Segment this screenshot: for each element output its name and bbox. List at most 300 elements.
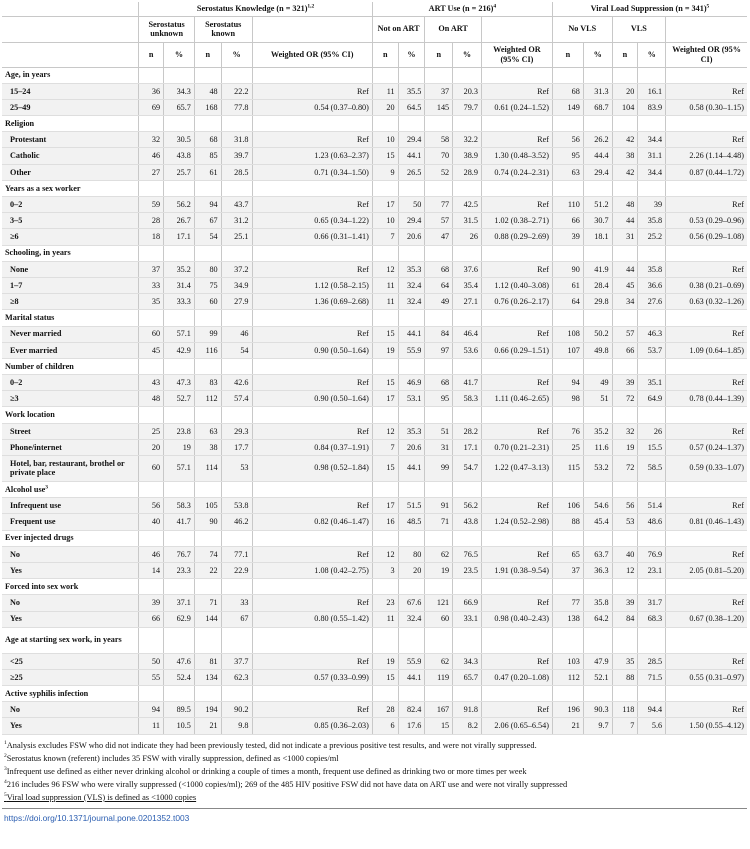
table-cell: 42 [612,164,638,180]
table-row [2,342,747,358]
table-cell: 31.1 [638,148,666,164]
table-cell: 46.4 [453,326,482,342]
weighted-or-cell: 0.55 (0.31–0.97) [666,669,747,685]
table-cell: 32.2 [453,132,482,148]
table-cell: 53 [612,514,638,530]
table-cell: 67 [221,611,252,627]
weighted-or-cell: 0.80 (0.55–1.42) [252,611,372,627]
table-cell: 12 [612,562,638,578]
table-cell: 39 [612,595,638,611]
table-row [2,653,747,669]
col-header-weighted-or: Weighted OR (95% CI) [252,42,372,67]
table-cell: 99 [425,456,453,482]
weighted-or-cell: 0.82 (0.46–1.47) [252,514,372,530]
table-cell: 20.3 [453,83,482,99]
table-cell: 14 [139,562,164,578]
table-cell: 11 [139,718,164,734]
table-cell: 108 [552,326,583,342]
table-cell: 45 [139,342,164,358]
table-cell: 15 [372,148,398,164]
footnote: $^2$Serostatus known (referent) includes 35 FSW with virally suppression, defined as <1000 copies/ml [4,752,339,763]
table-cell: 20 [612,83,638,99]
table-cell: 56.2 [453,498,482,514]
table-cell: 34.9 [221,277,252,293]
table-cell: 110 [552,197,583,213]
table-cell: 149 [552,99,583,115]
table-cell: 88 [552,514,583,530]
table-cell: 50.2 [583,326,612,342]
table-cell: 58.3 [164,498,195,514]
weighted-or-cell: Ref [481,375,552,391]
table-cell: 38 [194,439,221,455]
weighted-or-cell: Ref [481,498,552,514]
table-row [2,229,747,245]
table-cell: 57.1 [164,326,195,342]
group-header-serostatus: Serostatus Knowledge (n = 321)$^{1,2}$ [139,2,373,16]
table-cell: 51.5 [398,498,425,514]
table-cell: 48.6 [638,514,666,530]
table-cell: 58.5 [638,456,666,482]
col-header-pct: % [398,42,425,67]
table-cell: 23 [372,595,398,611]
row-label: <25 [2,653,139,669]
weighted-or-cell: 1.09 (0.64–1.85) [666,342,747,358]
section-title: Forced into sex work [2,579,139,595]
table-cell: 29.4 [583,164,612,180]
subheader-not-on-art: Not on ART [372,16,424,42]
section-title: Active syphilis infection [2,686,139,702]
table-cell: 47 [425,229,453,245]
table-cell: 25 [139,423,164,439]
table-cell: 65.7 [164,99,195,115]
table-cell: 44 [612,213,638,229]
table-cell: 90 [552,261,583,277]
table-cell: 46.2 [221,514,252,530]
table-cell: 194 [194,702,221,718]
table-cell: 26.7 [164,213,195,229]
row-label: 25–49 [2,99,139,115]
row-label: Yes [2,718,139,734]
subheader-serostatus-known: Serostatus known [194,16,252,42]
table-cell: 35.8 [638,261,666,277]
table-cell: 15 [425,718,453,734]
row-label: 0–2 [2,375,139,391]
table-cell: 22.9 [221,562,252,578]
weighted-or-cell: Ref [481,83,552,99]
table-cell: 60 [425,611,453,627]
table-cell: 44.1 [398,148,425,164]
table-row [2,213,747,229]
table-cell: 32.4 [398,294,425,310]
table-cell: 53.7 [638,342,666,358]
weighted-or-cell: 0.38 (0.21–0.69) [666,277,747,293]
footnote: $^5$Viral load suppression (VLS) is defined as <1000 copies [4,791,197,802]
table-body [2,67,747,734]
table-cell: 116 [194,342,221,358]
table-cell: 44.1 [398,456,425,482]
table-cell: 29.4 [398,132,425,148]
section-header-row [2,116,747,132]
table-cell: 44.4 [583,148,612,164]
table-cell: 20 [372,99,398,115]
table-cell: 11 [372,277,398,293]
section-header-row [2,180,747,196]
table-cell: 167 [425,702,453,718]
col-header-pct: % [583,42,612,67]
weighted-or-cell: 0.70 (0.21–2.31) [481,439,552,455]
row-label: Other [2,164,139,180]
weighted-or-cell: Ref [481,595,552,611]
weighted-or-cell: Ref [252,326,372,342]
table-cell: 6 [372,718,398,734]
section-title: Number of children [2,358,139,374]
table-cell: 51.4 [638,498,666,514]
section-title: Ever injected drugs [2,530,139,546]
table-cell: 29.4 [398,213,425,229]
table-cell: 20 [139,439,164,455]
table-cell: 27 [139,164,164,180]
table-cell: 75 [194,277,221,293]
weighted-or-cell: 1.24 (0.52–2.98) [481,514,552,530]
table-cell: 95 [552,148,583,164]
table-cell: 90.2 [221,702,252,718]
table-cell: 56 [612,498,638,514]
table-cell: 55 [139,669,164,685]
table-cell: 35 [139,294,164,310]
table-cell: 35.5 [398,83,425,99]
table-cell: 74 [194,546,221,562]
table-cell: 40 [612,546,638,562]
table-cell: 32.4 [398,611,425,627]
table-cell: 144 [194,611,221,627]
table-cell: 26 [453,229,482,245]
table-cell: 54.6 [583,498,612,514]
weighted-or-cell: Ref [481,653,552,669]
weighted-or-cell: Ref [252,197,372,213]
table-cell: 51 [425,423,453,439]
table-cell: 53.1 [398,391,425,407]
table-cell: 28.4 [583,277,612,293]
table-cell: 44.1 [398,326,425,342]
col-header-n: n [425,42,453,67]
table-cell: 19 [372,342,398,358]
row-label: Phone/internet [2,439,139,455]
table-cell: 12 [372,423,398,439]
row-label: Infrequent use [2,498,139,514]
weighted-or-cell: 0.90 (0.50–1.64) [252,342,372,358]
table-cell: 62.9 [164,611,195,627]
weighted-or-cell: 0.85 (0.36–2.03) [252,718,372,734]
table-cell: 89.5 [164,702,195,718]
table-row [2,562,747,578]
table-cell: 61 [194,164,221,180]
table-cell: 31.2 [221,213,252,229]
weighted-or-cell: Ref [481,261,552,277]
table-cell: 31 [612,229,638,245]
col-header-weighted-or: Weighted OR (95% CI) [481,42,552,67]
weighted-or-cell: 2.26 (1.14–4.48) [666,148,747,164]
subheader-serostatus-unknown: Serostatus unknown [139,16,195,42]
section-title: Marital status [2,310,139,326]
table-cell: 33.1 [453,611,482,627]
table-cell: 10.5 [164,718,195,734]
doi-link[interactable]: https://doi.org/10.1371/journal.pone.0201352.t003 [2,808,747,823]
table-cell: 15.5 [638,439,666,455]
table-cell: 68 [425,375,453,391]
weighted-or-cell: Ref [666,423,747,439]
table-cell: 26.2 [583,132,612,148]
table-cell: 39 [612,375,638,391]
table-cell: 52.1 [583,669,612,685]
weighted-or-cell: 0.78 (0.44–1.39) [666,391,747,407]
table-cell: 47.9 [583,653,612,669]
table-cell: 56 [552,132,583,148]
row-label: Protestant [2,132,139,148]
section-title: Schooling, in years [2,245,139,261]
weighted-or-cell: Ref [252,83,372,99]
table-row [2,423,747,439]
table-cell: 66 [612,342,638,358]
col-header-n: n [194,42,221,67]
table-cell: 23.3 [164,562,195,578]
table-cell: 35.2 [164,261,195,277]
row-label: No [2,702,139,718]
row-label: ≥8 [2,294,139,310]
table-cell: 38 [612,148,638,164]
weighted-or-cell: 1.02 (0.38–2.71) [481,213,552,229]
table-cell: 62 [425,653,453,669]
table-cell: 196 [552,702,583,718]
table-cell: 60 [139,456,164,482]
section-header-row [2,482,747,498]
table-cell: 35.1 [638,375,666,391]
section-header-row [2,245,747,261]
table-row [2,702,747,718]
table-cell: 76.7 [164,546,195,562]
table-cell: 57 [612,326,638,342]
table-cell: 28.5 [221,164,252,180]
table-cell: 64.9 [638,391,666,407]
table-cell: 77.8 [221,99,252,115]
table-cell: 49 [425,294,453,310]
weighted-or-cell: 1.91 (0.38–9.54) [481,562,552,578]
table-cell: 58.3 [453,391,482,407]
table-cell: 39 [552,229,583,245]
table-cell: 32.4 [398,277,425,293]
weighted-or-cell: Ref [481,132,552,148]
table-cell: 45.4 [583,514,612,530]
table-cell: 68 [194,132,221,148]
table-cell: 43.8 [453,514,482,530]
table-cell: 60 [194,294,221,310]
table-cell: 22.2 [221,83,252,99]
weighted-or-cell: Ref [252,498,372,514]
table-cell: 76 [552,423,583,439]
table-cell: 31.7 [638,595,666,611]
col-header-n: n [612,42,638,67]
weighted-or-cell: 0.98 (0.52–1.84) [252,456,372,482]
subheader-no-vls: No VLS [552,16,612,42]
table-cell: 54.7 [453,456,482,482]
row-label: ≥6 [2,229,139,245]
table-cell: 118 [612,702,638,718]
table-cell: 83.9 [638,99,666,115]
table-cell: 39 [638,197,666,213]
table-cell: 94.4 [638,702,666,718]
weighted-or-cell: Ref [481,423,552,439]
table-cell: 49 [583,375,612,391]
table-cell: 9 [372,164,398,180]
table-cell: 46.9 [398,375,425,391]
row-label: 0–2 [2,197,139,213]
table-cell: 37.1 [164,595,195,611]
table-cell: 40 [139,514,164,530]
section-title: Age at starting sex work, in years [2,627,139,653]
table-cell: 25 [552,439,583,455]
weighted-or-cell: 0.65 (0.34–1.22) [252,213,372,229]
row-label: No [2,546,139,562]
table-cell: 79.7 [453,99,482,115]
weighted-or-cell: Ref [666,197,747,213]
table-cell: 15 [372,669,398,685]
weighted-or-cell: 1.12 (0.58–2.15) [252,277,372,293]
table-cell: 7 [612,718,638,734]
subheader-on-art: On ART [425,16,482,42]
weighted-or-cell: 1.22 (0.47–3.13) [481,456,552,482]
table-cell: 36.6 [638,277,666,293]
row-label: No [2,595,139,611]
table-cell: 28 [372,702,398,718]
weighted-or-cell: Ref [666,261,747,277]
footnote: $^4$216 includes 96 FSW who were virally suppressed (<1000 copies/ml); 269 of the 485 HIV positive FSW did not have data on ART use and were not virally suppressed [4,778,568,789]
table-cell: 43.7 [221,197,252,213]
table-cell: 53.6 [453,342,482,358]
table-cell: 28.2 [453,423,482,439]
table-cell: 42.6 [221,375,252,391]
table-cell: 17.1 [453,439,482,455]
table-cell: 64 [425,277,453,293]
table-cell: 37 [552,562,583,578]
table-cell: 18.1 [583,229,612,245]
table-cell: 82.4 [398,702,425,718]
section-header-row [2,358,747,374]
row-label: Frequent use [2,514,139,530]
weighted-or-cell: Ref [252,261,372,277]
row-label: 3–5 [2,213,139,229]
table-cell: 17.6 [398,718,425,734]
col-header-weighted-or: Weighted OR (95% CI) [666,42,747,67]
weighted-or-cell: Ref [666,702,747,718]
weighted-or-cell: 1.08 (0.42–2.75) [252,562,372,578]
table-cell: 17 [372,391,398,407]
table-cell: 37.6 [453,261,482,277]
table-cell: 80 [398,546,425,562]
weighted-or-cell: Ref [666,653,747,669]
table-cell: 91 [425,498,453,514]
table-cell: 60 [139,326,164,342]
table-row [2,456,747,482]
weighted-or-cell: Ref [666,375,747,391]
table-row [2,514,747,530]
table-cell: 26.5 [398,164,425,180]
table-cell: 95 [425,391,453,407]
weighted-or-cell: 0.67 (0.38–1.20) [666,611,747,627]
table-cell: 17.7 [221,439,252,455]
table-cell: 10 [372,213,398,229]
row-label: ≥3 [2,391,139,407]
col-header-pct: % [221,42,252,67]
weighted-or-cell: Ref [666,595,747,611]
table-cell: 28 [139,213,164,229]
table-cell: 21 [194,718,221,734]
table-cell: 107 [552,342,583,358]
corner-header [2,2,139,16]
table-cell: 41.7 [453,375,482,391]
table-cell: 50 [398,197,425,213]
weighted-or-cell: 1.36 (0.69–2.68) [252,294,372,310]
table-cell: 34.4 [638,164,666,180]
table-cell: 55.9 [398,653,425,669]
table-cell: 47.3 [164,375,195,391]
weighted-or-cell: 2.06 (0.65–6.54) [481,718,552,734]
col-header-pct: % [453,42,482,67]
weighted-or-cell: Ref [666,498,747,514]
weighted-or-cell: Ref [666,83,747,99]
table-cell: 33 [221,595,252,611]
section-header-row [2,530,747,546]
section-title: Alcohol use$^3$ [2,482,139,498]
section-header-row [2,686,747,702]
table-cell: 17 [372,197,398,213]
table-row [2,498,747,514]
table-cell: 88 [612,669,638,685]
table-cell: 34.3 [453,653,482,669]
table-cell: 47.6 [164,653,195,669]
section-title: Religion [2,116,139,132]
col-header-n: n [139,42,164,67]
section-title: Age, in years [2,67,139,83]
table-row [2,261,747,277]
table-cell: 29.8 [583,294,612,310]
section-header-row [2,310,747,326]
weighted-or-cell: 0.81 (0.46–1.43) [666,514,747,530]
col-header-pct: % [638,42,666,67]
table-cell: 33.3 [164,294,195,310]
section-header-row [2,627,747,653]
table-cell: 19 [612,439,638,455]
table-cell: 94 [194,197,221,213]
weighted-or-cell: 0.58 (0.30–1.15) [666,99,747,115]
table-cell: 37 [139,261,164,277]
table-cell: 55.9 [398,342,425,358]
table-cell: 35.8 [583,595,612,611]
table-cell: 25.2 [638,229,666,245]
footnotes [4,739,747,804]
weighted-or-cell: 0.88 (0.29–2.69) [481,229,552,245]
table-cell: 56 [139,498,164,514]
weighted-or-cell: Ref [481,326,552,342]
table-cell: 35.4 [453,277,482,293]
table-cell: 63 [552,164,583,180]
weighted-or-cell: Ref [481,197,552,213]
weighted-or-cell: Ref [252,702,372,718]
table-cell: 39 [139,595,164,611]
weighted-or-cell: 0.57 (0.33–0.99) [252,669,372,685]
col-header-pct: % [164,42,195,67]
table-cell: 20.6 [398,439,425,455]
table-cell: 27.6 [638,294,666,310]
table-cell: 42.5 [453,197,482,213]
